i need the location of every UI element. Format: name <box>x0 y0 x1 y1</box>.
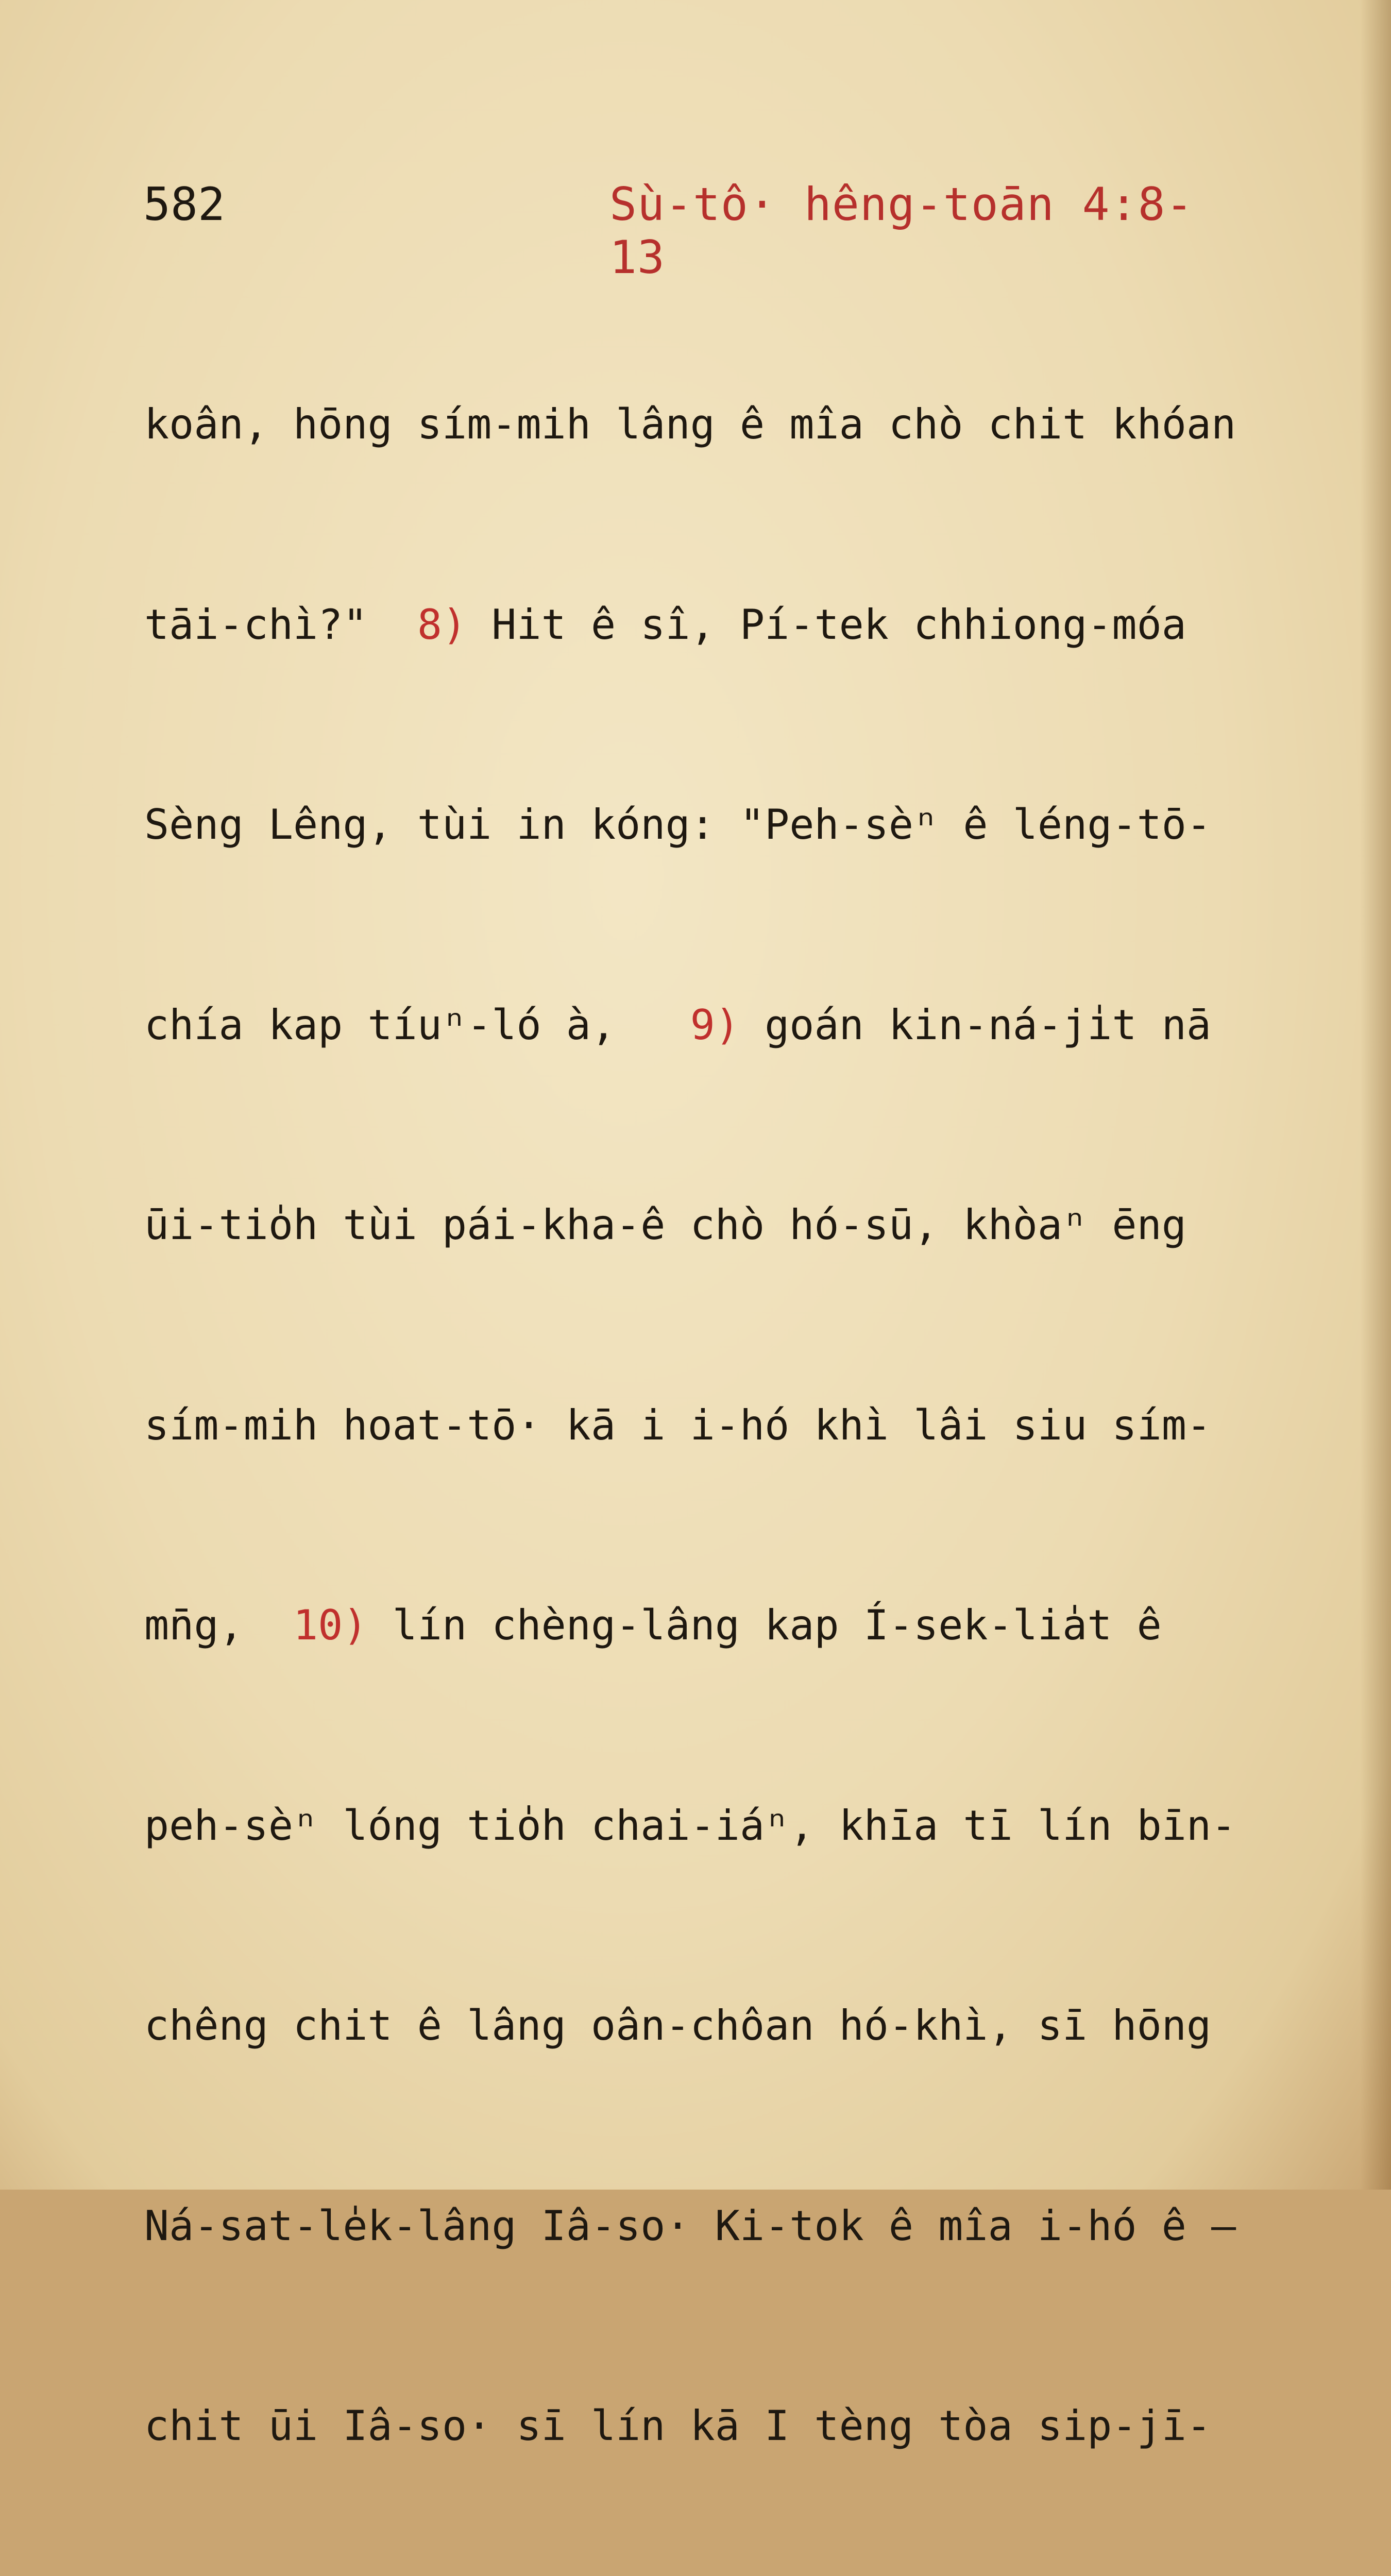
text-line: ūi-tio̍h tùi pái-kha-ê chò hó-sū, khòaⁿ ēng <box>144 1201 1186 1249</box>
text-fragment: goán kin-ná-ji̍t nā <box>739 1001 1212 1049</box>
text-fragment: tāi-chì?" <box>144 600 368 649</box>
verse-number: 10) <box>293 1601 368 1649</box>
text-fragment: Hit ê sî, Pí-tek chhiong-móa <box>467 600 1186 649</box>
page-body <box>144 258 1329 2576</box>
text-line: Ná-sat-le̍k-lâng Iâ-so· Ki-tok ê mîa i-hó ê — <box>144 2201 1236 2250</box>
text-fragment: mn̄g, <box>144 1601 244 1649</box>
verse-number: 9) <box>690 1001 740 1049</box>
text-line: chit ūi Iâ-so· sī lín kā I tèng tòa sip-jī- <box>144 2402 1212 2450</box>
text-line: koân, hōng sím-mih lâng ê mîa chò chit khóan <box>144 400 1236 448</box>
text-line <box>144 591 1329 658</box>
text-fragment: chía kap tíuⁿ-ló à, <box>144 1001 616 1049</box>
verse-number: 8) <box>417 600 467 649</box>
text-line: peh-sèⁿ lóng tio̍h chai-iáⁿ, khīa tī lín bīn- <box>144 1801 1236 1850</box>
text-line: sím-mih hoat-tō· kā i i-hó khì lâi siu sím- <box>144 1401 1212 1449</box>
running-title: Sù-tô· hêng-toān 4:8-13 <box>609 178 1194 284</box>
text-line <box>144 1592 1329 1659</box>
text-fragment: lín chèng-lâng kap Í-sek-lia̍t ê <box>367 1601 1162 1649</box>
text-line: chêng chit ê lâng oân-chôan hó-khì, sī hōng <box>144 2002 1212 2049</box>
page-header <box>143 178 1225 284</box>
page-edge-shadow <box>1360 0 1391 2190</box>
text-line <box>144 992 1329 1059</box>
text-line: Sèng Lêng, tùi in kóng: "Peh-sèⁿ ê léng-tō- <box>144 801 1212 849</box>
page-number: 582 <box>143 178 225 231</box>
